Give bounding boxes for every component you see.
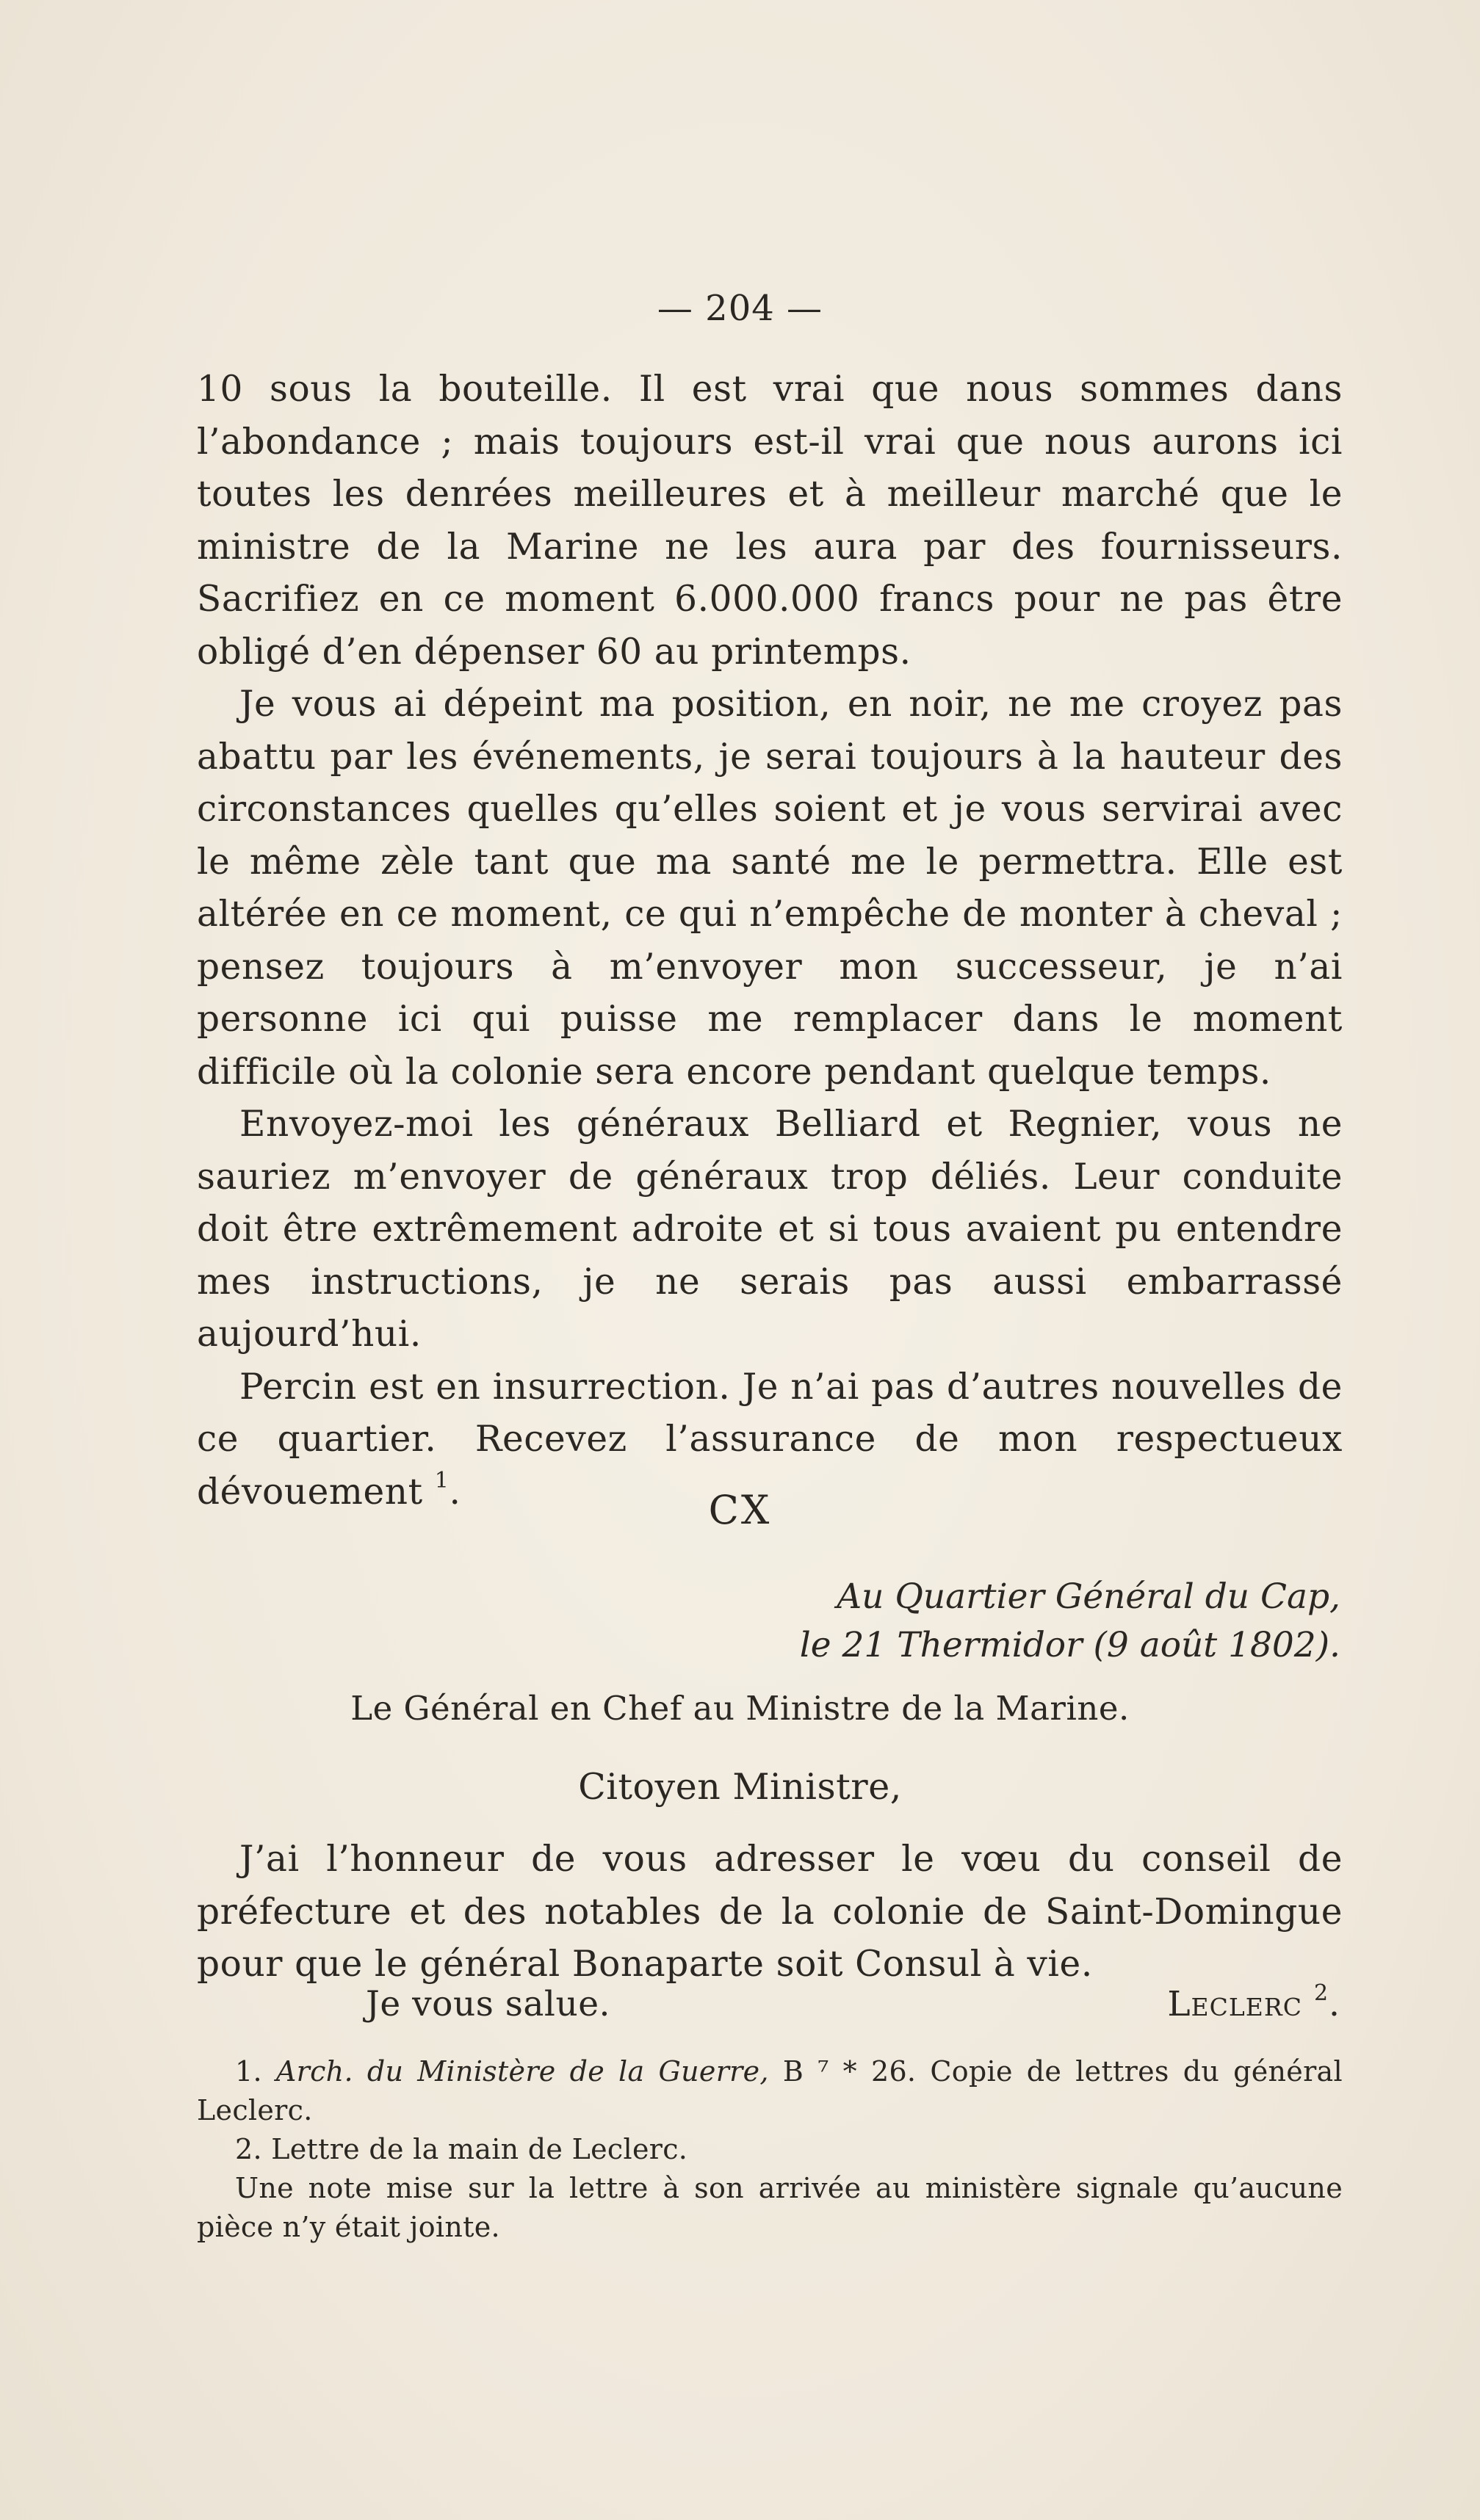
- addressee: Le Général en Chef au Ministre de la Marine.: [350, 1689, 1130, 1728]
- footnote-number: 1.: [235, 2055, 262, 2088]
- salutation: Citoyen Ministre,: [578, 1766, 902, 1808]
- paragraph: 10 sous la bouteille. Il est vrai que nous sommes dans l’abondance ; mais toujours est-il vrai que nous aurons ici toutes les denrées meilleures et à meilleur marché que le ministre de la Marine ne les aura par des fournisseurs. Sacrifiez en ce moment 6.000.000 francs pour ne pas être obligé d’en dépenser 60 au printemps.: [197, 369, 1343, 673]
- paragraph: Je vous ai dépeint ma position, en noir, ne me croyez pas abattu par les événements, je serai toujours à la hauteur des circonstances quelles qu’elles soient et je vous servirai avec le même zèle tant que ma santé me le permettra. Elle est altérée en ce moment, ce qui n’empêche de monter à cheval ; pensez toujours à m’envoyer mon successeur, je n’ai personne ici qui puisse me remplacer dans le moment difficile où la colonie sera encore pendant quelque temps.: [197, 684, 1343, 1093]
- footnote-source: Arch. du Ministère de la Guerre,: [275, 2055, 769, 2088]
- signature-end: .: [1329, 1984, 1340, 2024]
- footnote-ref: 1: [434, 1468, 450, 1494]
- footnote-ref: 2: [1313, 1980, 1329, 2007]
- signature-name: Leclerc: [1167, 1984, 1302, 2024]
- body-text: [197, 363, 1343, 1518]
- page-number: — 204 —: [657, 288, 823, 329]
- footnote-text: B ⁷ * 26. Copie de lettres du général Leclerc.: [197, 2055, 1343, 2126]
- dateline-place: Au Quartier Général du Cap,: [837, 1576, 1340, 1617]
- paragraph-end: .: [449, 1471, 461, 1513]
- signature: [1167, 1980, 1340, 2024]
- paragraph-text: Percin est en insurrection. Je n’ai pas d’autres nouvelles de ce quartier. Recevez l’assurance de mon respectueux dévouement: [197, 1366, 1343, 1513]
- dateline-date: le 21 Thermidor (9 août 1802).: [799, 1625, 1340, 1665]
- paragraph: Envoyez-moi les généraux Belliard et Regnier, vous ne sauriez m’envoyer de généraux trop déliés. Leur conduite doit être extrêmement adroite et si tous avaient pu entendre mes instructions, je ne serais pas aussi embarrassé aujourd’hui.: [197, 1104, 1343, 1355]
- footnote-2-extra: Une note mise sur la lettre à son arrivée au ministère signale qu’aucune pièce n’y était jointe.: [197, 2172, 1343, 2243]
- paragraph: J’ai l’honneur de vous adresser le vœu du conseil de préfecture et des notables de la colonie de Saint-Domingue pour que le général Bonaparte soit Consul à vie.: [197, 1839, 1343, 1985]
- closing: Je vous salue.: [366, 1984, 610, 2024]
- footnote-2: 2. Lettre de la main de Leclerc.: [235, 2133, 688, 2165]
- letter-number: CX: [708, 1487, 772, 1533]
- letter-body: [197, 1833, 1343, 1991]
- footnote-1: [197, 2052, 1343, 2130]
- footnotes: [197, 2052, 1343, 2247]
